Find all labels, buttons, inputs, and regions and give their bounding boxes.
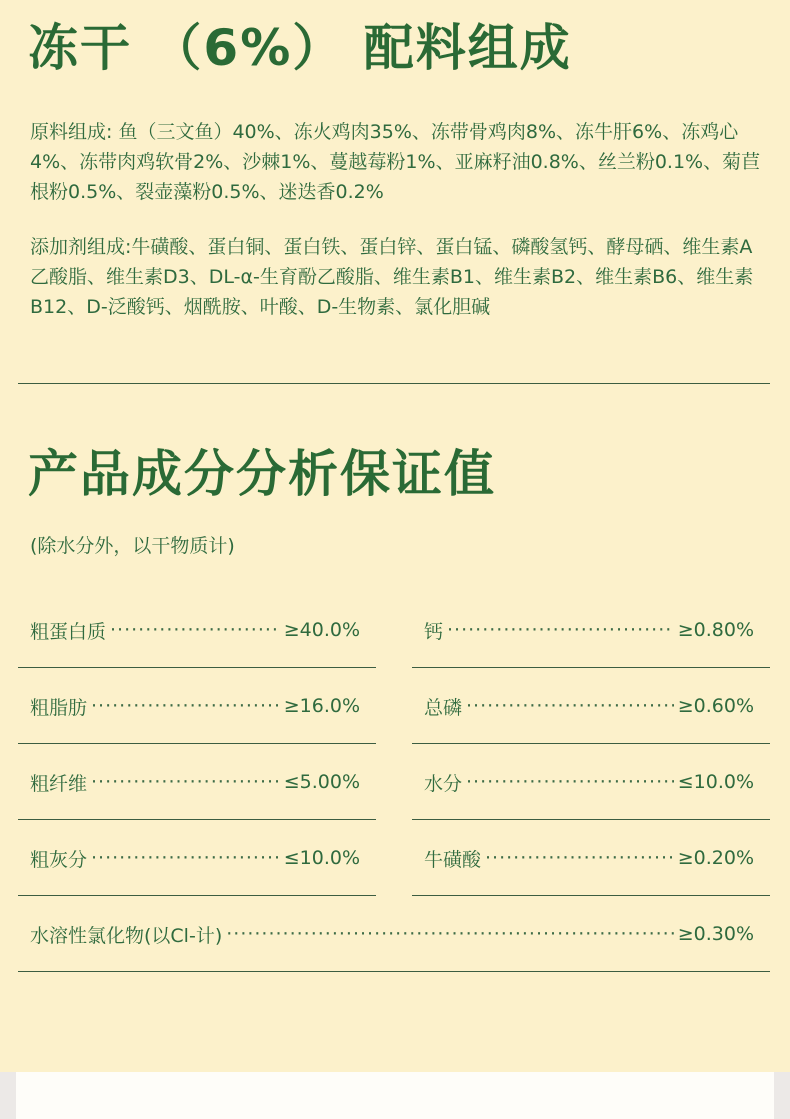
analysis-row [412, 592, 770, 668]
leader-dots [485, 847, 674, 869]
nutrient-value: ≥16.0% [283, 695, 360, 717]
nutrient-value: ≥0.80% [677, 619, 754, 641]
nutrient-label: 总磷 [424, 696, 463, 719]
analysis-row [18, 820, 376, 896]
nutrient-label: 粗蛋白质 [30, 620, 107, 643]
nutrient-label: 钙 [424, 620, 444, 643]
analysis-row [18, 744, 376, 820]
section-divider [18, 383, 770, 384]
analysis-row [18, 896, 770, 972]
nutrient-value: ≥40.0% [283, 619, 360, 641]
leader-dots [91, 695, 280, 717]
leader-dots [110, 619, 280, 641]
analysis-row [412, 668, 770, 744]
analysis-title: 产品成分分析保证值 [28, 445, 496, 503]
analysis-row [18, 668, 376, 744]
nutrient-value: ≥0.60% [677, 695, 754, 717]
analysis-row [412, 820, 770, 896]
leader-dots [91, 847, 280, 869]
next-card-edge [16, 1072, 774, 1119]
nutrient-label: 粗纤维 [30, 772, 88, 795]
leader-dots [466, 695, 674, 717]
analysis-note: (除水分外，以干物质计) [30, 535, 235, 557]
nutrient-label: 水溶性氯化物(以Cl-计) [30, 924, 223, 947]
nutrient-label: 牛磺酸 [424, 848, 482, 871]
nutrient-value: ≤10.0% [283, 847, 360, 869]
analysis-row [412, 744, 770, 820]
nutrient-label: 粗灰分 [30, 848, 88, 871]
nutrient-value: ≤10.0% [677, 771, 754, 793]
nutrient-value: ≤5.00% [283, 771, 360, 793]
row-divider [18, 971, 770, 972]
leader-dots [447, 619, 674, 641]
leader-dots [91, 771, 280, 793]
formula-title: 冻干 （6%） 配料组成 [28, 19, 572, 77]
nutrient-value: ≥0.30% [677, 923, 754, 945]
analysis-row [18, 592, 376, 668]
nutrient-label: 水分 [424, 772, 463, 795]
leader-dots [466, 771, 674, 793]
nutrient-label: 粗脂肪 [30, 696, 88, 719]
leader-dots [226, 923, 673, 945]
additives-text: 添加剂组成:牛磺酸、蛋白铜、蛋白铁、蛋白锌、蛋白锰、磷酸氢钙、酵母硒、维生素A乙酸脂、维生素D3、DL-α-生育酚乙酸脂、维生素B1、维生素B2、维生素B6、维生素B12、D-泛酸钙、烟酰胺、叶酸、D-生物素、氯化胆碱 [30, 236, 754, 318]
ingredients-text: 原料组成: 鱼（三文鱼）40%、冻火鸡肉35%、冻带骨鸡肉8%、冻牛肝6%、冻鸡心4%、冻带肉鸡软骨2%、沙棘1%、蔓越莓粉1%、亚麻籽油0.8%、丝兰粉0.1%、菊苣根粉0.5%、裂壶藻粉0.5%、迷迭香0.2% [30, 121, 761, 203]
nutrient-value: ≥0.20% [677, 847, 754, 869]
